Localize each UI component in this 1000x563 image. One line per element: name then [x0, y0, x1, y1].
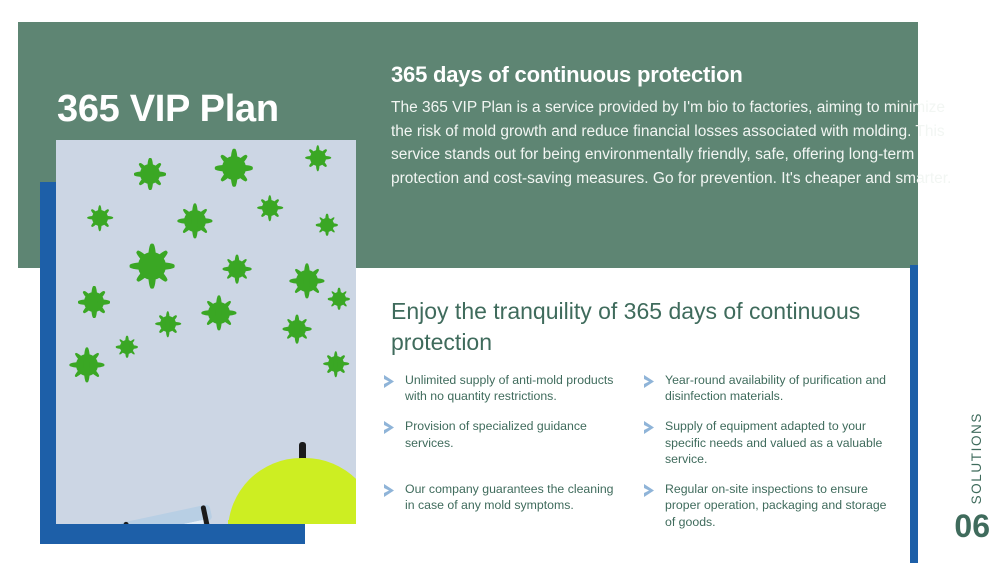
germ-icon	[296, 270, 318, 292]
hourglass-illustration	[119, 504, 241, 524]
chevron-right-icon	[383, 374, 396, 389]
germ-icon	[208, 302, 230, 324]
header-title: 365 days of continuous protection	[391, 62, 743, 87]
feature-text: Our company guarantees the cleaning in case of any mold symptoms.	[405, 482, 614, 513]
feature-text: Year-round availability of purification and disinfection materials.	[665, 373, 887, 404]
list-item	[643, 418, 893, 467]
chevron-right-icon	[383, 483, 396, 498]
list-item	[383, 372, 623, 404]
germ-icon	[140, 164, 160, 184]
germ-icon	[120, 340, 134, 354]
feature-text: Provision of specialized guidance services.	[405, 419, 587, 450]
feature-list	[383, 372, 893, 530]
germ-icon	[84, 292, 104, 312]
germ-icon	[328, 356, 344, 372]
chevron-right-icon	[643, 374, 656, 389]
germ-icon	[138, 252, 166, 280]
germ-icon	[262, 200, 278, 216]
germ-icon	[288, 320, 306, 338]
feature-text: Unlimited supply of anti-mold products with no quantity restrictions.	[405, 373, 614, 404]
umbrella-canopy	[228, 458, 356, 524]
germ-icon	[92, 210, 108, 226]
chevron-right-icon	[643, 420, 656, 435]
germ-icon	[320, 218, 334, 232]
germ-icon	[76, 354, 98, 376]
product-photo	[56, 140, 356, 524]
feature-text: Supply of equipment adapted to your specific needs and valued as a valuable service.	[665, 419, 883, 466]
list-item	[383, 418, 623, 467]
list-item	[643, 372, 893, 404]
header-text-block	[391, 62, 957, 190]
list-item	[383, 481, 623, 530]
section-side-label: SOLUTIONS	[969, 412, 984, 505]
germ-icon	[222, 156, 246, 180]
germ-icon	[332, 292, 346, 306]
germ-icon	[184, 210, 206, 232]
chevron-right-icon	[643, 483, 656, 498]
page-number: 06	[954, 508, 990, 544]
right-blue-rule	[910, 265, 918, 563]
page-title: 365 VIP Plan	[57, 88, 279, 130]
germ-icon	[310, 150, 326, 166]
germ-icon	[228, 260, 246, 278]
umbrella-scallops	[228, 520, 356, 524]
chevron-right-icon	[383, 420, 396, 435]
section-subheading: Enjoy the tranquility of 365 days of continuous protection	[391, 298, 861, 355]
header-body: The 365 VIP Plan is a service provided by I'm bio to factories, aiming to minimize the risk of mold growth and reduce financial losses associated with molding. This service stands out for being environmentally friendly, safe, offering long-term protection and cost-saving measures. Go for prevention. It's cheaper and smarter.	[391, 99, 952, 187]
list-item	[643, 481, 893, 530]
germ-icon	[160, 316, 176, 332]
feature-text: Regular on-site inspections to ensure proper operation, packaging and storage of goods.	[665, 482, 887, 529]
